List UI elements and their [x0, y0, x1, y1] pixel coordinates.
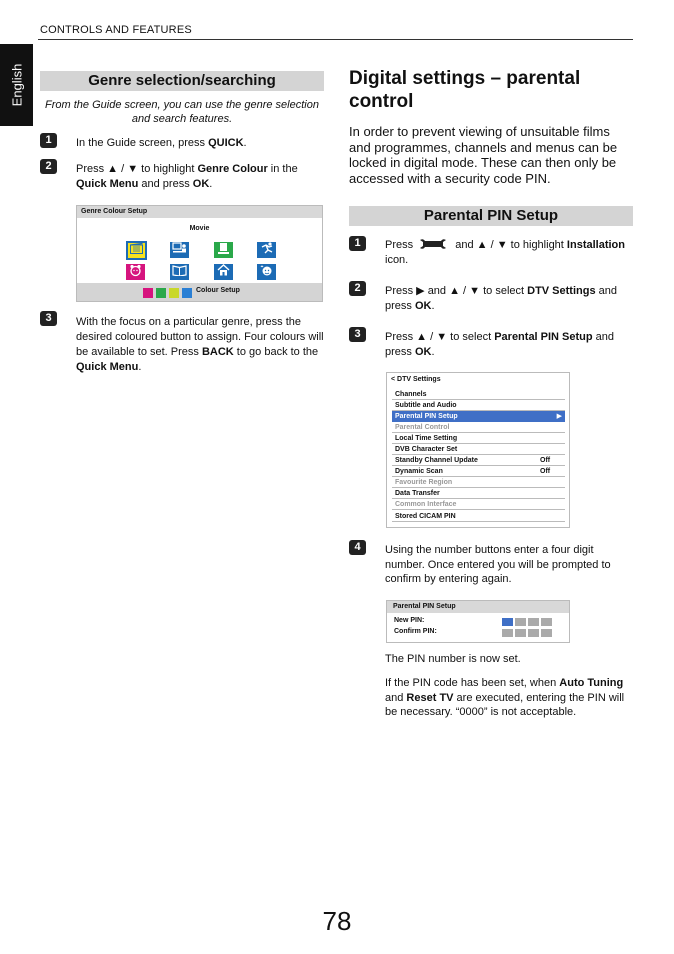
genre-intro: From the Guide screen, you can use the genre selection and search features.	[45, 99, 319, 125]
menu-item-data-transfer[interactable]: Data Transfer	[392, 488, 565, 499]
pin-step-1: Press and ▲ / ▼ to highlight Installation icon.	[385, 239, 625, 266]
confirm-pin-label: Confirm PIN:	[394, 628, 437, 635]
pin-set-note: The PIN number is now set.	[385, 653, 521, 665]
blue-colour-swatch[interactable]	[182, 288, 192, 298]
confirm-pin-digit-1[interactable]	[502, 629, 513, 637]
pin-step-2: Press ▶ and ▲ / ▼ to select DTV Settings and press OK.	[385, 285, 617, 312]
movie-icon[interactable]	[126, 241, 147, 260]
menu-item-channels[interactable]: Channels	[392, 389, 565, 400]
menu-item-standby-update[interactable]: Standby Channel Update Off	[392, 455, 565, 466]
menu-item-local-time[interactable]: Local Time Setting	[392, 433, 565, 444]
colour-setup-label: Colour Setup	[196, 287, 240, 294]
wrench-icon	[418, 238, 448, 250]
parental-pin-setup-dialog	[386, 600, 570, 643]
menu-item-parental-control: Parental Control	[392, 422, 565, 433]
step-number: 2	[349, 281, 366, 296]
menu-item-parental-pin-setup[interactable]: Parental PIN Setup ▶	[392, 411, 565, 422]
menu-item-common-interface: Common Interface	[392, 499, 565, 510]
news-icon[interactable]	[170, 242, 189, 258]
dtv-settings-menu	[386, 372, 570, 528]
step-number: 1	[40, 133, 57, 148]
menu-item-favourite-region: Favourite Region	[392, 477, 565, 488]
yellow-colour-swatch[interactable]	[169, 288, 179, 298]
step-number: 2	[40, 159, 57, 174]
step-number: 1	[349, 236, 366, 251]
green-colour-swatch[interactable]	[156, 288, 166, 298]
confirm-pin-digit-2[interactable]	[515, 629, 526, 637]
panel-footer	[77, 283, 322, 301]
dtv-settings-back[interactable]: < DTV Settings	[391, 376, 441, 383]
header-rule	[38, 39, 633, 40]
genre-step-3: With the focus on a particular genre, press the desired coloured button to assign. Four colours will be available to set. Press BACK to go back to the Quick Menu.	[76, 316, 324, 373]
parental-control-heading: Digital settings – parental control	[349, 68, 581, 112]
step-number: 3	[349, 327, 366, 342]
red-colour-swatch[interactable]	[143, 288, 153, 298]
confirm-pin-digit-4[interactable]	[541, 629, 552, 637]
genre-step-1: In the Guide screen, press QUICK.	[76, 137, 247, 149]
panel-title: Genre Colour Setup	[77, 206, 322, 218]
genre-step-2: Press ▲ / ▼ to highlight Genre Colour in the Quick Menu and press OK.	[76, 163, 298, 190]
children-icon[interactable]	[126, 264, 145, 280]
pin-reset-note: If the PIN code has been set, when Auto Tuning and Reset TV are executed, entering the PIN will be necessary. “0000” is not acceptable.	[385, 677, 625, 718]
new-pin-digit-4[interactable]	[541, 618, 552, 626]
new-pin-digit-1[interactable]	[502, 618, 513, 626]
language-tab	[0, 44, 33, 126]
lifestyle-icon[interactable]	[214, 264, 233, 280]
pin-dialog-title: Parental PIN Setup	[387, 601, 569, 613]
show-icon[interactable]	[214, 242, 233, 258]
education-icon[interactable]	[170, 264, 189, 280]
confirm-pin-digit-3[interactable]	[528, 629, 539, 637]
page-number: 78	[322, 906, 352, 936]
submenu-arrow-icon: ▶	[556, 413, 562, 420]
step-number: 3	[40, 311, 57, 326]
selected-genre-name: Movie	[189, 225, 210, 232]
genre-colour-setup-panel	[76, 205, 323, 302]
pin-step-3: Press ▲ / ▼ to select Parental PIN Setup and press OK.	[385, 331, 615, 358]
drama-icon[interactable]	[257, 264, 276, 280]
menu-item-dynamic-scan[interactable]: Dynamic Scan Off	[392, 466, 565, 477]
language-tab-label: English	[9, 63, 24, 107]
menu-item-stored-cicam-pin[interactable]: Stored CICAM PIN	[392, 511, 565, 522]
parental-pin-section-title: Parental PIN Setup	[349, 206, 633, 226]
sports-icon[interactable]	[257, 242, 276, 258]
pin-step-4: Using the number buttons enter a four digit number. Once entered you will be prompted to confirm by entering again.	[385, 544, 611, 585]
genre-section-title: Genre selection/searching	[40, 71, 324, 91]
new-pin-digit-3[interactable]	[528, 618, 539, 626]
parental-control-lead: In order to prevent viewing of unsuitable films and programmes, channels and menus can be locked in digital mode. These can then only be accessed with a security code PIN.	[349, 124, 618, 186]
new-pin-digit-2[interactable]	[515, 618, 526, 626]
menu-item-subtitle-audio[interactable]: Subtitle and Audio	[392, 400, 565, 411]
section-header: CONTROLS AND FEATURES	[40, 24, 192, 36]
menu-item-dvb-charset[interactable]: DVB Character Set	[392, 444, 565, 455]
step-number: 4	[349, 540, 366, 555]
new-pin-label: New PIN:	[394, 617, 425, 624]
